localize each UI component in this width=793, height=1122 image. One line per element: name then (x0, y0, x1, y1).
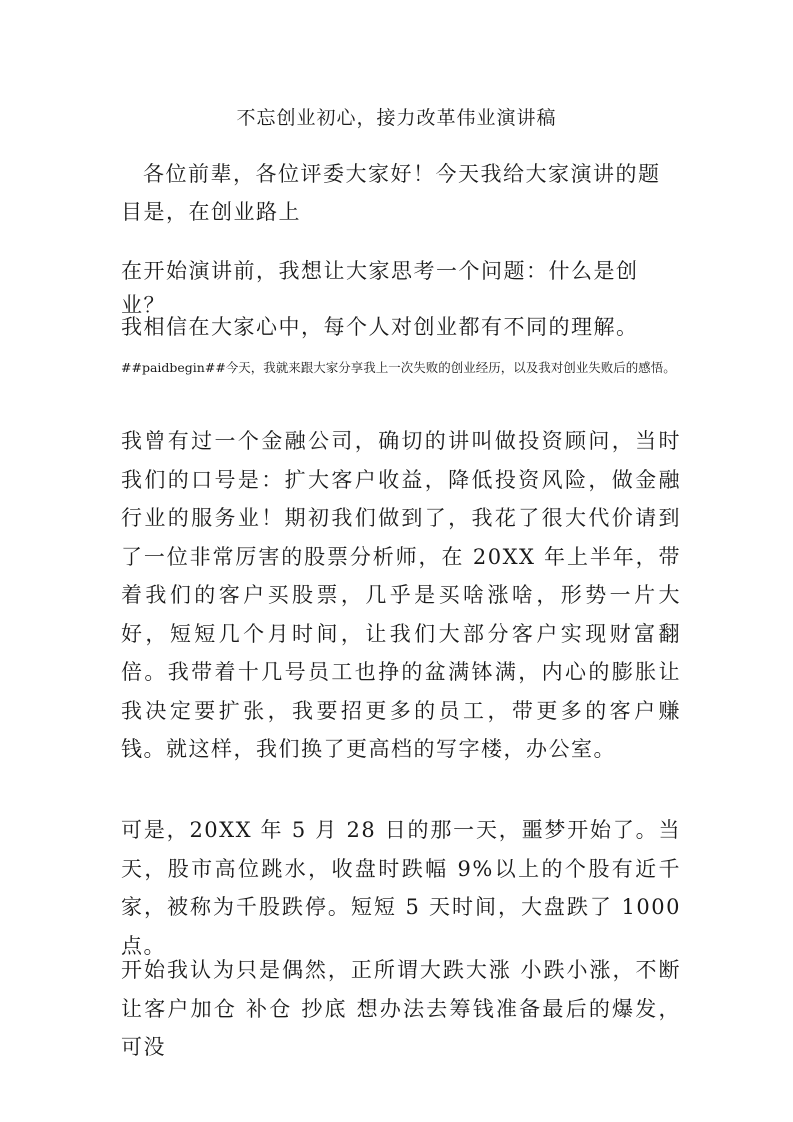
paragraph-story: 我曾有过一个金融公司，确切的讲叫做投资顾问，当时我们的口号是：扩大客户收益，降低投资风险，做金融行业的服务业！期初我们做到了，我花了很大代价请到了一位非常厉害的股票分析师，在 20XX 年上半年，带着我们的客户买股票，几乎是买啥涨啥，形势一片大好，短短几个月时间，让我们大部分客户实现财富翻倍。我带着十几号员工也挣的盆满钵满，内心的膨胀让我决定要扩张，我要招更多的员工，带更多的客户赚钱。就这样，我们换了更高档的写字楼，办公室。 (121, 429, 681, 761)
paragraph-paid-note: ##paidbegin##今天，我就来跟大家分享我上一次失败的创业经历，以及我对创业失败后的感悟。 (121, 360, 676, 375)
paragraph-greeting: 各位前辈，各位评委大家好！今天我给大家演讲的题目是，在创业路上 (121, 162, 661, 224)
document-title: 不忘创业初心，接力改革伟业演讲稿 (236, 107, 557, 129)
paragraph-mistake: 开始我认为只是偶然，正所谓大跌大涨 小跌小涨，不断让客户加仓 补仓 抄底 想办法去筹钱准备最后的爆发，可没 (121, 958, 681, 1059)
paragraph-belief: 我相信在大家心中，每个人对创业都有不同的理解。 (121, 315, 639, 339)
paragraph-intro-question: 在开始演讲前，我想让大家思考一个问题：什么是创业？ (121, 259, 639, 317)
paragraph-crash: 可是，20XX 年 5 月 28 日的那一天，噩梦开始了。当天，股市高位跳水，收盘时跌幅 9%以上的个股有近千家，被称为千股跌停。短短 5 天时间，大盘跌了 1000 点。 (121, 818, 681, 958)
